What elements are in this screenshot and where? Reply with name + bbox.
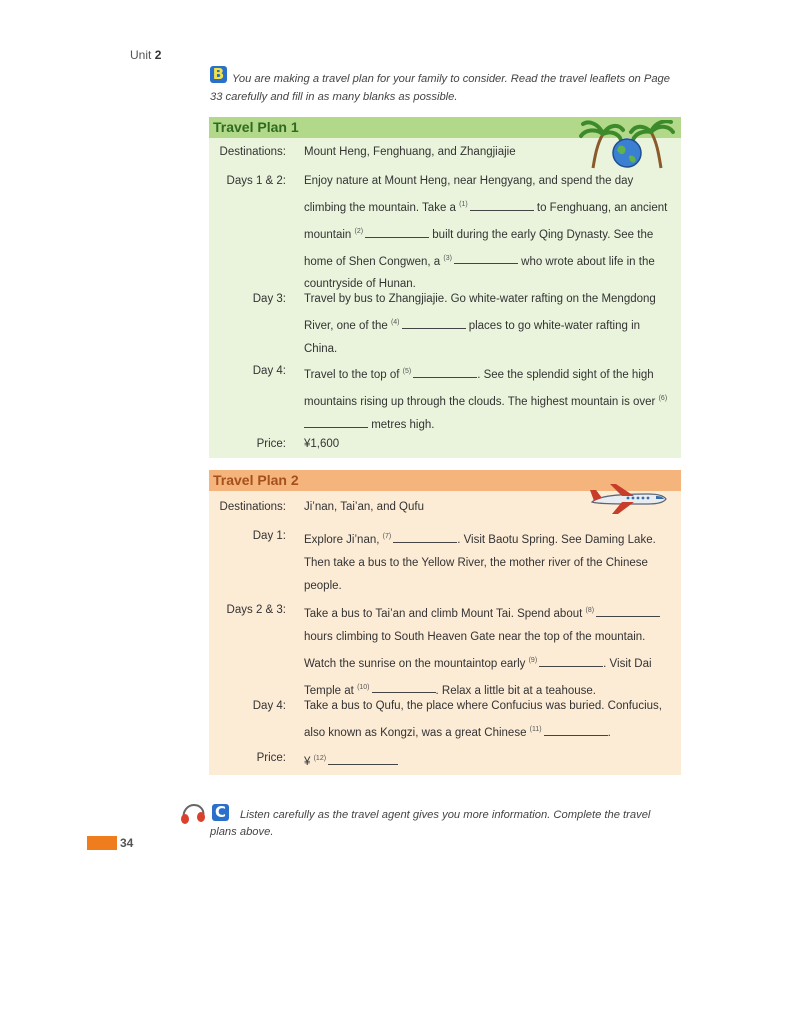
- blank-number: (5): [402, 368, 412, 375]
- blank-number: (1): [459, 201, 468, 208]
- blank-number: (10): [357, 683, 370, 691]
- answer-blank[interactable]: [413, 365, 477, 378]
- plan2-row-text: [304, 747, 676, 774]
- blank-number: (12): [313, 755, 327, 762]
- text-run: Take a bus to Qufu, the place where Confucius was buried. Confucius, also known as Kongzi, was a great Chinese: [304, 700, 662, 739]
- answer-blank[interactable]: [454, 251, 518, 264]
- travel-plan-1-title: Travel Plan 1: [209, 117, 681, 138]
- plan1-row-label: Price:: [256, 438, 286, 450]
- text-run: metres high.: [368, 418, 435, 431]
- page-number-bar: [87, 836, 117, 850]
- text-run: ¥: [304, 755, 314, 768]
- text-run: Travel to the top of: [304, 368, 403, 381]
- unit-number: 2: [154, 48, 162, 62]
- blank-number: (4): [390, 319, 400, 326]
- blank-number: (7): [382, 533, 392, 540]
- text-run: Travel by bus to Zhangjiajie. Go white-water rafting on the Mengdong River, one of the: [304, 293, 656, 332]
- plan1-row-text: [304, 433, 676, 456]
- task-b-instructions: You are making a travel plan for your family to consider. Read the travel leaflets on Page 33 carefully and fill in as many blanks as possible.: [210, 73, 670, 103]
- blank-number: (8): [585, 607, 595, 614]
- unit-word: Unit: [130, 48, 152, 62]
- task-c-letter-icon: C: [212, 804, 229, 821]
- plan2-row-text: [304, 525, 676, 598]
- text-run: . Visit Baotu Spring. See Daming Lake. Then take a bus to the Yellow River, the mother river of the Chinese people.: [304, 533, 656, 592]
- text-run: Explore Ji’nan,: [304, 533, 383, 546]
- text-run: . Relax a little bit at a teahouse.: [435, 684, 596, 697]
- text-run: ¥1,600: [304, 438, 340, 450]
- blank-number: (11): [529, 726, 542, 733]
- plan1-row-label: Day 3:: [252, 293, 286, 305]
- plan2-row-label: Price:: [256, 752, 286, 764]
- plan1-row-text: [304, 170, 676, 296]
- answer-blank[interactable]: [304, 415, 368, 428]
- plan2-row-text: [304, 599, 676, 702]
- airplane-icon: [588, 482, 668, 516]
- plan1-row-label: Days 1 & 2:: [226, 175, 286, 187]
- text-run: Enjoy nature at Mount Heng, near Hengyang, and spend the day climbing the mountain. Take a: [304, 175, 634, 214]
- text-run: built during the early Qing Dynasty. See the home of Shen Congwen, a: [304, 228, 654, 268]
- blank-number: (3): [443, 254, 452, 262]
- page-number: 34: [120, 836, 134, 850]
- text-run: to Fenghuang, an ancient mountain: [304, 201, 668, 241]
- text-run: . See the splendid sight of the high mountains rising up through the clouds. The highest mountain is over: [304, 368, 659, 408]
- text-run: hours climbing to South Heaven Gate near the top of the mountain. Watch the sunrise on the mountaintop early: [304, 630, 646, 670]
- plan2-row-label: Days 2 & 3:: [226, 604, 286, 616]
- answer-blank[interactable]: [402, 316, 466, 329]
- plan2-row-label: Day 1:: [252, 530, 286, 542]
- text-run: .: [607, 726, 611, 739]
- answer-blank[interactable]: [470, 198, 534, 211]
- palm-trees-globe-icon: [579, 120, 675, 170]
- plan1-row-text: [304, 360, 676, 437]
- text-run: . Visit Dai Temple at: [304, 657, 652, 697]
- answer-blank[interactable]: [393, 530, 457, 543]
- answer-blank[interactable]: [372, 680, 436, 693]
- answer-blank[interactable]: [596, 604, 660, 617]
- unit-label: [130, 48, 161, 62]
- answer-blank[interactable]: [539, 654, 603, 667]
- plan1-row-label: Destinations:: [219, 146, 286, 158]
- task-b-letter-icon: B: [210, 66, 227, 83]
- text-run: places to go white-water rafting in China.: [304, 319, 641, 355]
- blank-number: (6): [658, 394, 668, 402]
- text-run: Mount Heng, Fenghuang, and Zhangjiajie: [304, 146, 516, 158]
- plan2-row-label: Destinations:: [219, 501, 286, 513]
- blank-number: (2): [354, 227, 364, 235]
- answer-blank[interactable]: [328, 752, 398, 765]
- plan1-row-label: Day 4:: [252, 365, 286, 377]
- plan1-row-text: [304, 288, 676, 361]
- task-c-instructions: Listen carefully as the travel agent gives you more information. Complete the travel plans above.: [210, 809, 651, 838]
- text-run: Take a bus to Tai’an and climb Mount Tai. Spend about: [304, 607, 586, 620]
- plan2-row-text: [304, 695, 676, 745]
- text-run: who wrote about life in the countryside of Hunan.: [304, 255, 655, 291]
- answer-blank[interactable]: [544, 723, 608, 736]
- plan2-row-label: Day 4:: [252, 700, 286, 712]
- headphones-icon: [180, 803, 206, 825]
- travel-plan-2-title: Travel Plan 2: [209, 470, 681, 491]
- blank-number: (9): [528, 656, 538, 664]
- answer-blank[interactable]: [365, 225, 429, 238]
- text-run: Ji’nan, Tai’an, and Qufu: [304, 501, 424, 513]
